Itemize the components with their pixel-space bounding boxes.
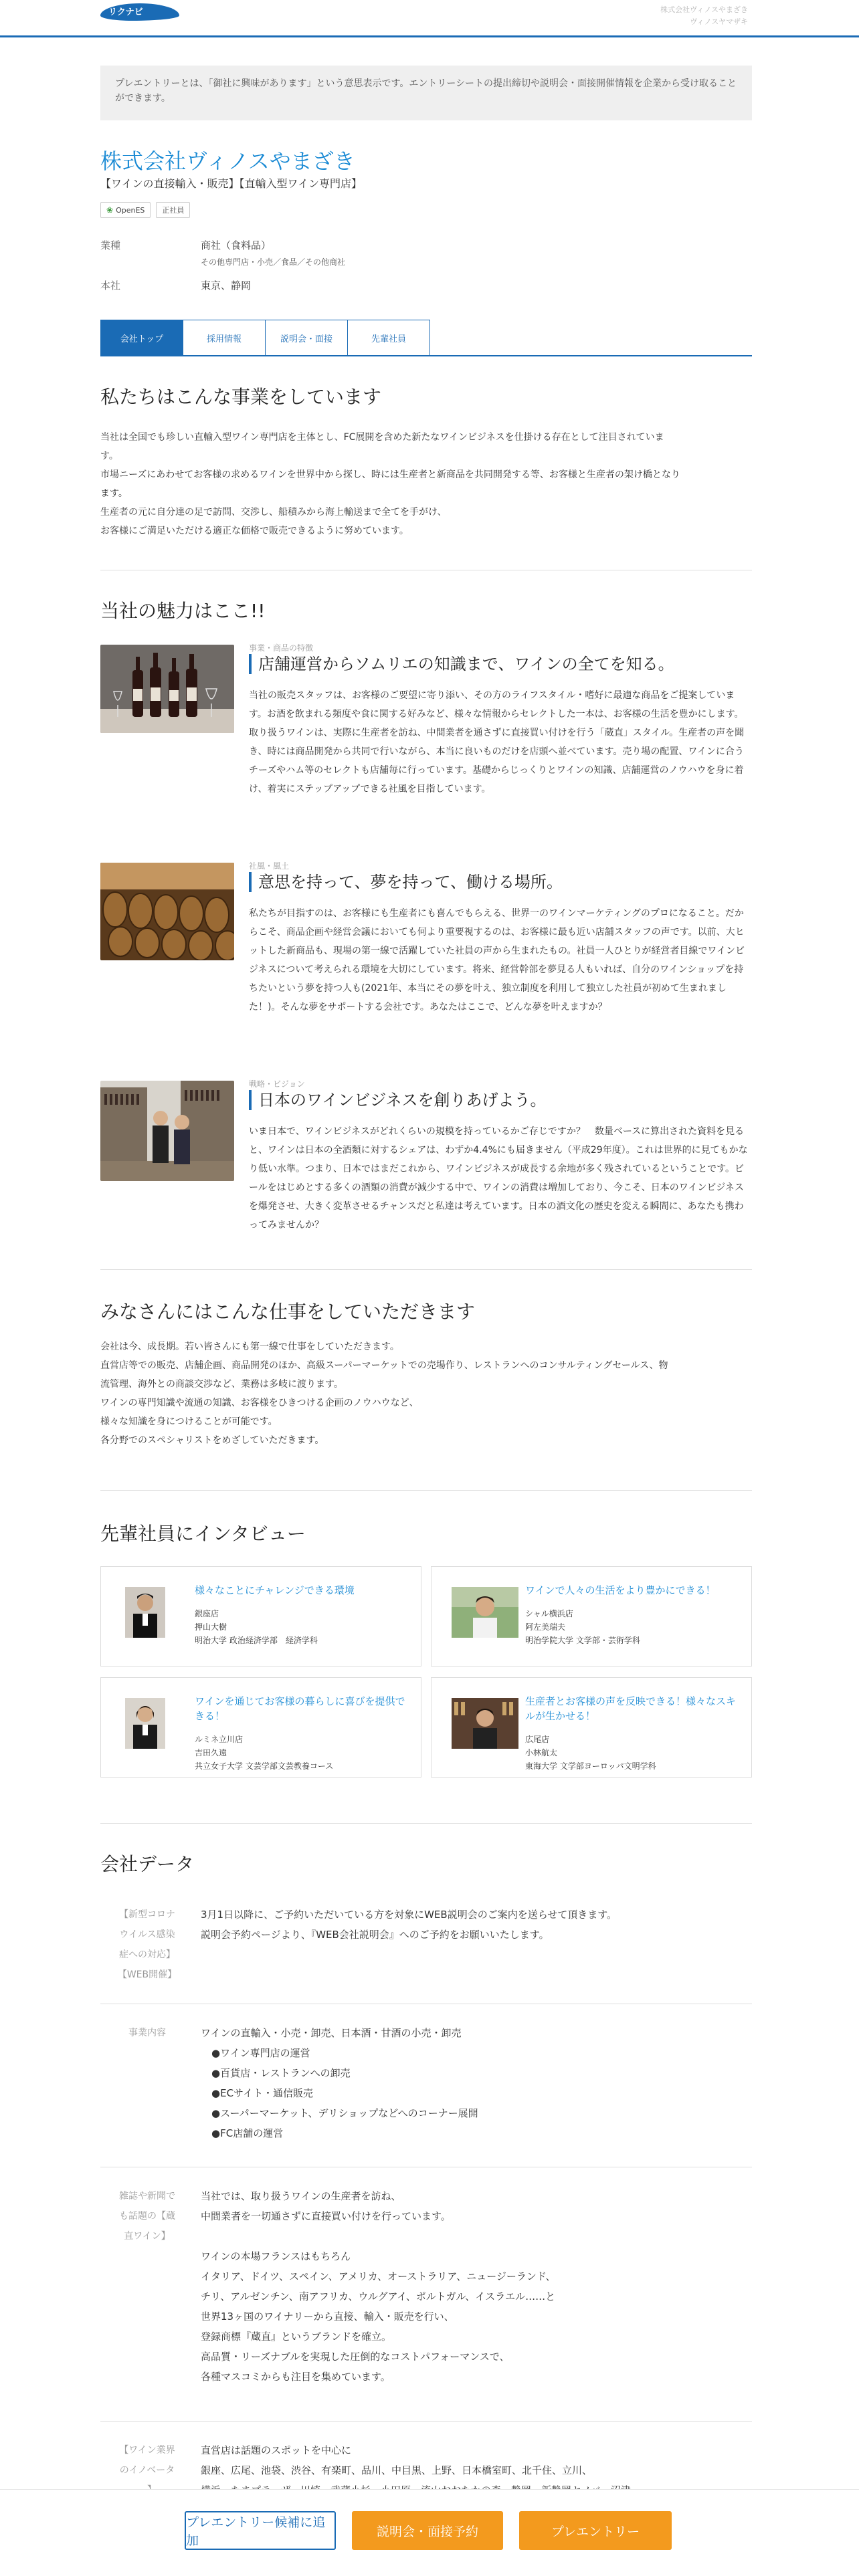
tag-label: 正社員 [162, 206, 185, 215]
data-line: 中間業者を一切通さずに直接買い付けを行っています。 [201, 2210, 451, 2222]
data-value [201, 2023, 749, 2143]
data-label-line: 直ワイン】 [124, 2231, 171, 2242]
industry-row [100, 238, 345, 267]
data-line: ●ECサイト・通信販売 [211, 2087, 313, 2099]
interview-card-meta [525, 1607, 640, 1647]
employee-photo [452, 1587, 518, 1638]
data-line: 説明会予約ページより、『WEB会社説明会』へのご予約をお願いいたします。 [201, 1929, 549, 1941]
site-logo[interactable] [100, 3, 168, 21]
data-label-line: 【WEB開催】 [117, 1969, 177, 1980]
tab-seniors[interactable]: 先輩社員 [347, 320, 430, 355]
data-line: 登録商標『蔵直』というブランドを確立。 [201, 2331, 392, 2343]
data-line: 各種マスコミからも注目を集めています。 [201, 2371, 391, 2383]
industry-label: 業種 [100, 239, 121, 251]
divider [100, 1269, 752, 1270]
business-line: お客様にご満足いただける適正な価格で販売できるように努めています。 [100, 526, 409, 536]
tag-label: OpenES [116, 205, 145, 215]
logo-mark [100, 3, 179, 21]
data-line: ワインの直輸入・小売・卸売、日本酒・甘酒の小売・卸売 [201, 2027, 462, 2039]
data-label [100, 1905, 194, 1985]
work-line: ワインの専門知識や流通の知識、お客様をひきつける企画のノウハウなど、 [100, 1398, 419, 1408]
hq-row [100, 278, 251, 292]
data-row-business [100, 2004, 752, 2167]
business-text [100, 428, 752, 540]
data-line: 3月1日以降に、ご予約いただいている方を対象にWEB説明会のご案内を送らせて頂きます。 [201, 1909, 617, 1921]
business-line: ます。 [100, 488, 128, 499]
charm-body: いま日本で、ワインビジネスがどれくらいの規模を持っているかご存じですか？ 数量ベースに算出された資料を見ると、ワインは日本の全酒類に対するシェアは、わずか4.4%にも届きません（平成29年度）。これは世界的に見てもかなり低い水準。つまり、日本ではまだこれから、ワインビジネスが成長する余地が多く残されているということです。ビールをはじめとする多くの酒類の消費が減少する中で、ワインの消費は増加しており、今こそ、日本のワインビジネスを爆発させ、大きく変革させるチャンスだと私達は考えています。日本の酒文化の歴史を変える瞬間に、あなたも携わってみませんか？ [249, 1126, 748, 1230]
work-line: 会社は今、成長期。若い皆さんにも第一線で仕事をしていただきます。 [100, 1341, 399, 1352]
data-line: 直営店は話題のスポットを中心に [201, 2444, 352, 2456]
data-label [100, 2023, 194, 2043]
charm-category: 事業・商品の特徴 [249, 643, 314, 653]
interview-card-meta [525, 1733, 656, 1773]
charm-body: 当社の販売スタッフは、お客様のご要望に寄り添い、その方のライフスタイル・嗜好に最適な商品をご提案しています。お酒を飲まれる頻度や食に関する好みなど、様々な情報からセレクトした一本は、お客様の生活を豊かにします。取り扱うワインは、実際に生産者を訪ね、中間業者を通さずに直接買い付けを行う「蔵直」スタイル。生産者の声を聞き、時には商品開発から共同で行いながら、本当に良いものだけを店頭へ並べています。売り場の配置、ワインに合うチーズやハム等のセレクトも店舗毎に行っています。基礎からじっくりとワインの知識、店舗運営のノウハウを身に着け、着実にステップアップできる社風を目指しています。 [249, 690, 745, 794]
data-label-line: ウイルス感染 [119, 1929, 175, 1940]
charm-body: 私たちが目指すのは、お客様にも生産者にも喜んでもらえる、世界一のワインマーケティングのプロになること。だからこそ、商品企画や経営会議においても何より重要視するのは、お客様に最も近い店舗スタッフの声です。以前、大ヒットした新商品も、現場の第一線で活躍していた社員の声から生まれたもの。社員一人ひとりが経営者目線でワインビジネスについて考えられる環境を大切にしています。将来、経営幹部を夢見る人もいれば、自分のワインショップを持ちたいという夢を持つ人も(2021年、本当にその夢を叶え、独立制度を利用して独立した社員が初めて生まれました！)。そんな夢をサポートする会社です。あなたはここで、どんな夢を叶えますか？ [249, 908, 745, 1012]
company-name: 株式会社ヴィノスやまざき [100, 148, 355, 174]
interview-store: ルミネ立川店 [195, 1735, 244, 1744]
data-line: 当社では、取り扱うワインの生産者を訪ね、 [201, 2190, 401, 2202]
business-line: す。 [100, 451, 118, 461]
wine-barrels-photo [100, 863, 234, 960]
data-line: ワインの本場フランスはもちろん [201, 2250, 351, 2262]
employee-photo [452, 1698, 518, 1749]
top-header [0, 0, 859, 37]
data-line: ●FC店舗の運営 [211, 2127, 284, 2139]
interview-card[interactable] [431, 1677, 752, 1778]
logo-text: リクナビ [108, 7, 143, 17]
data-label-line: 事業内容 [128, 2028, 166, 2038]
interview-card-title: 生産者とお客様の声を反映できる！様々なスキルが生かせる！ [525, 1695, 737, 1722]
industry-sub: その他専門店・小売／食品／その他商社 [201, 257, 346, 267]
company-tabs [100, 320, 752, 356]
work-line: 直営店等での販売、店舗企画、商品開発のほか、高級スーパーマーケットでの売場作り、レストランへのコンサルティングセールス、物 [100, 1360, 668, 1371]
header-company-kana: ヴィノスヤマザキ [690, 17, 748, 26]
company-tags [100, 202, 190, 218]
interview-card-title: ワインで人々の生活をより豊かにできる！ [525, 1584, 716, 1596]
data-value [201, 1905, 749, 1945]
divider [100, 1823, 752, 1824]
interview-name: 阿左美瑞夫 [525, 1622, 566, 1632]
tab-recruitment[interactable]: 採用情報 [183, 320, 266, 355]
data-line: 世界13ヶ国のワイナリーから直接、輸入・販売を行い、 [201, 2311, 454, 2323]
business-line: 市場ニーズにあわせてお客様の求めるワインを世界中から探し、時には生産者と新商品を共同開発する等、お客様と生産者の架け橋となり [100, 469, 680, 480]
interview-school: 明治大学 政治経済学部 経済学科 [195, 1636, 318, 1645]
charm-title: 当社の魅力はここ!! [100, 600, 266, 622]
data-value [201, 2186, 749, 2387]
interview-name: 吉田久遠 [195, 1748, 227, 1757]
wine-bottles-photo [100, 645, 234, 733]
charm-heading: 店舗運営からソムリエの知識まで、ワインの全てを知る。 [249, 654, 674, 674]
interview-card[interactable] [100, 1566, 421, 1667]
charm-heading: 意思を持って、夢を持って、働ける場所。 [249, 872, 563, 892]
data-row-covid [100, 1886, 752, 2004]
data-line: ●スーパーマーケット、デリショップなどへのコーナー展開 [211, 2107, 478, 2119]
charm-item [100, 1081, 752, 1275]
work-title: みなさんにはこんな仕事をしていただきます [100, 1301, 476, 1323]
interview-name: 小林航太 [525, 1748, 558, 1757]
divider [100, 1490, 752, 1491]
data-line: 高品質・リーズナブルを実現した圧倒的なコストパフォーマンスで、 [201, 2351, 510, 2363]
data-line-spacer [201, 2226, 749, 2246]
work-text [100, 1337, 752, 1450]
data-line: チリ、アルゼンチン、南アフリカ、ウルグアイ、ポルトガル、イスラエル……と [201, 2290, 556, 2302]
interview-card-title: ワインを通じてお客様の暮らしに喜びを提供できる！ [195, 1695, 405, 1722]
business-title: 私たちはこんな事業をしています [100, 386, 382, 408]
data-row-kuranao [100, 2167, 752, 2421]
interview-name: 押山大樹 [195, 1622, 227, 1632]
company-subtitle: 【ワインの直接輸入・販売】【直輸入型ワイン専門店】 [100, 177, 363, 190]
employee-photo [125, 1698, 165, 1749]
interview-title: 先輩社員にインタビュー [100, 1523, 306, 1545]
wine-shop-photo [100, 1081, 234, 1181]
data-line: 銀座、広尾、池袋、渋谷、有楽町、品川、中目黒、上野、日本橋室町、北千住、立川、 [201, 2464, 593, 2476]
interview-store: 銀座店 [195, 1609, 219, 1618]
work-line: 様々な知識を身につけることが可能です。 [100, 1416, 278, 1427]
data-label-line: 【ワイン業界 [119, 2445, 175, 2456]
header-company [660, 4, 748, 28]
business-line: 当社は全国でも珍しい直輸入型ワイン専門店を主体とし、FC展開を含めた新たなワインビジネスを仕掛ける存在として注目されていま [100, 432, 664, 443]
tab-seminar[interactable]: 説明会・面接 [265, 320, 348, 355]
tag-fulltime [156, 202, 190, 218]
employee-photo [125, 1587, 165, 1638]
seminar-reserve-button[interactable]: 説明会・面接予約 [352, 2511, 503, 2550]
charm-heading: 日本のワインビジネスを創りあげよう。 [249, 1090, 547, 1110]
business-line: 生産者の元に自分達の足で訪問、交渉し、船積みから海上輸送まで全てを手がけ、 [100, 507, 447, 518]
hq-label: 本社 [100, 280, 121, 292]
charm-category: 戦略・ビジョン [249, 1079, 305, 1089]
data-label-line: も話題の【蔵 [119, 2211, 175, 2222]
interview-school: 明治学院大学 文学部・芸術学科 [525, 1636, 640, 1645]
preentry-button[interactable]: プレエントリー [519, 2511, 672, 2550]
hq-value: 東京、静岡 [201, 280, 252, 292]
charm-item [100, 645, 752, 839]
data-line: イタリア、ドイツ、スペイン、アメリカ、オーストラリア、ニュージーランド、 [201, 2270, 556, 2282]
work-line: 各分野でのスペシャリストをめざしていただきます。 [100, 1435, 324, 1446]
interview-store: シャル横浜店 [525, 1609, 573, 1618]
data-label-line: 雑誌や新聞で [119, 2191, 175, 2202]
charm-item [100, 863, 752, 1057]
preentry-notice: プレエントリーとは、「御社に興味があります」という意思表示です。エントリーシートの提出締切や説明会・面接開催情報を企業から受け取ることができます。 [100, 66, 752, 120]
header-company-name: 株式会社ヴィノスやまざき [660, 5, 748, 14]
tag-openes [100, 202, 151, 218]
interview-card-meta [195, 1607, 318, 1647]
interview-school: 共立女子大学 文芸学部文芸教養コース [195, 1761, 334, 1771]
interview-store: 広尾店 [525, 1735, 550, 1744]
charm-category: 社風・風土 [249, 861, 290, 871]
company-data-title: 会社データ [100, 1853, 195, 1875]
data-label [100, 2186, 194, 2246]
data-label-line: 【新型コロナ [119, 1909, 175, 1920]
industry-main: 商社（食料品） [201, 239, 272, 251]
interview-card-title: 様々なことにチャレンジできる環境 [195, 1584, 355, 1596]
leaf-icon: ❀ [106, 205, 114, 215]
data-label-line: 症への対応】 [119, 1949, 175, 1960]
interview-card[interactable] [100, 1677, 421, 1778]
work-line: 流管理、海外との商談交渉など、業務は多岐に渡ります。 [100, 1379, 343, 1390]
interview-card[interactable] [431, 1566, 752, 1667]
tab-company-top[interactable]: 会社トップ [100, 320, 183, 355]
data-label-line: のイノベータ [119, 2465, 175, 2476]
interview-card-meta [195, 1733, 333, 1773]
data-line: ●百貨店・レストランへの卸売 [211, 2067, 351, 2079]
industry-value [201, 238, 345, 267]
bottom-action-bar [0, 2489, 859, 2576]
interview-school: 東海大学 文学部ヨーロッパ文明学科 [525, 1761, 656, 1771]
add-candidate-button[interactable]: プレエントリー候補に追加 [185, 2511, 336, 2550]
data-line: ●ワイン専門店の運営 [211, 2047, 310, 2059]
